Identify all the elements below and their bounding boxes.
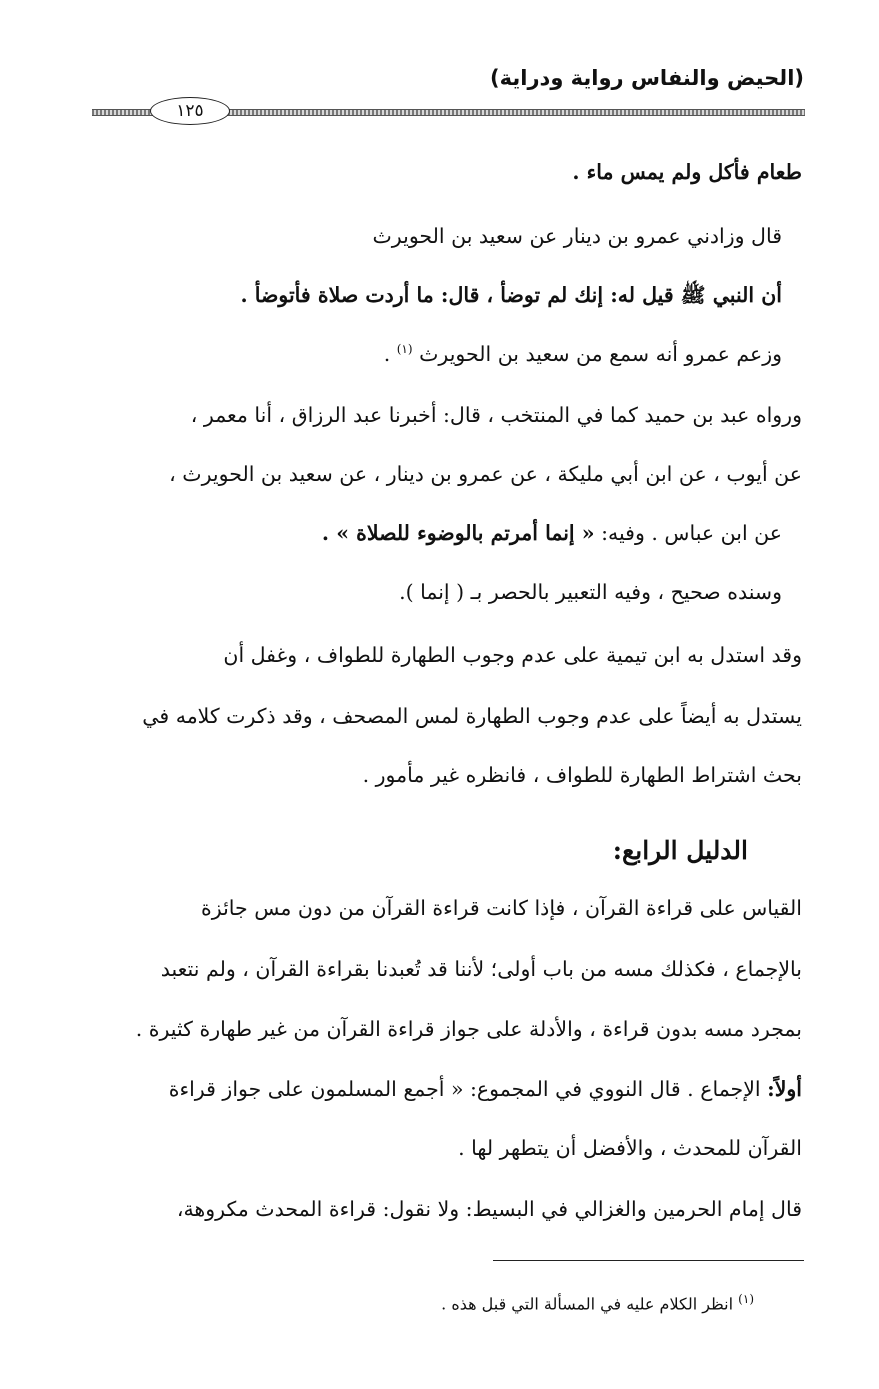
text-line-16: القرآن للمحدث ، والأفضل أن يتطهر لها . bbox=[458, 1136, 802, 1160]
text-line-4 bbox=[384, 342, 782, 366]
text-line-5: ورواه عبد بن حميد كما في المنتخب ، قال: أخبرنا عبد الرزاق ، أنا معمر ، bbox=[190, 403, 802, 427]
text-line-8: وسنده صحيح ، وفيه التعبير بالحصر بـ ( إنما ). bbox=[399, 580, 782, 604]
text-line-4-text: وزعم عمرو أنه سمع من سعيد بن الحويرث bbox=[419, 342, 782, 366]
text-line-10: يستدل به أيضاً على عدم وجوب الطهارة لمس المصحف ، وقد ذكرت كلامه في bbox=[142, 704, 802, 728]
hadith-quote: « إنما أمرتم بالوضوء للصلاة » . bbox=[321, 521, 595, 545]
footnote-reference: (١) bbox=[396, 342, 413, 357]
text-line-12: القياس على قراءة القرآن ، فإذا كانت قراءة القرآن من دون مس جائزة bbox=[201, 896, 802, 920]
text-line-3: أن النبي ﷺ قيل له: إنك لم توضأ ، قال: ما أردت صلاة فأتوضأ . bbox=[240, 283, 782, 307]
footnote bbox=[441, 1292, 754, 1313]
running-header-title: (الحيض والنفاس رواية ودراية) bbox=[490, 66, 804, 90]
text-line-2: قال وزادني عمرو بن دينار عن سعيد بن الحويرث bbox=[372, 224, 782, 248]
text-line-7 bbox=[322, 521, 782, 545]
text-line-9: وقد استدل به ابن تيمية على عدم وجوب الطهارة للطواف ، وغفل أن bbox=[223, 643, 802, 667]
text-line-15 bbox=[169, 1077, 802, 1101]
text-line-1: طعام فأكل ولم يمس ماء . bbox=[572, 160, 802, 184]
footnote-text: انظر الكلام عليه في المسألة التي قبل هذه . bbox=[441, 1294, 734, 1314]
section-heading: الدليل الرابع: bbox=[612, 836, 748, 865]
text-line-13: بالإجماع ، فكذلك مسه من باب أولى؛ لأننا قد تُعبدنا بقراءة القرآن ، ولم نتعبد bbox=[160, 957, 802, 981]
footnote-rule bbox=[493, 1260, 804, 1261]
page-number: ١٢٥ bbox=[150, 97, 230, 125]
text-line-14: بمجرد مسه بدون قراءة ، والأدلة على جواز قراءة القرآن من غير طهارة كثيرة . bbox=[135, 1017, 802, 1041]
text-line-7-text: عن ابن عباس . وفيه: bbox=[601, 521, 782, 545]
text-line-11: بحث اشتراط الطهارة للطواف ، فانظره غير مأمور . bbox=[362, 763, 802, 787]
text-line-15-text: الإجماع . قال النووي في المجموع: « أجمع المسلمون على جواز قراءة bbox=[168, 1077, 761, 1101]
text-line-4-end: . bbox=[383, 342, 397, 366]
first-point-label: أولاً: bbox=[767, 1077, 802, 1101]
footnote-marker: (١) bbox=[738, 1292, 754, 1306]
text-line-6: عن أيوب ، عن ابن أبي مليكة ، عن عمرو بن دينار ، عن سعيد بن الحويرث ، bbox=[169, 462, 802, 486]
text-line-17: قال إمام الحرمين والغزالي في البسيط: ولا نقول: قراءة المحدث مكروهة، bbox=[176, 1197, 802, 1221]
